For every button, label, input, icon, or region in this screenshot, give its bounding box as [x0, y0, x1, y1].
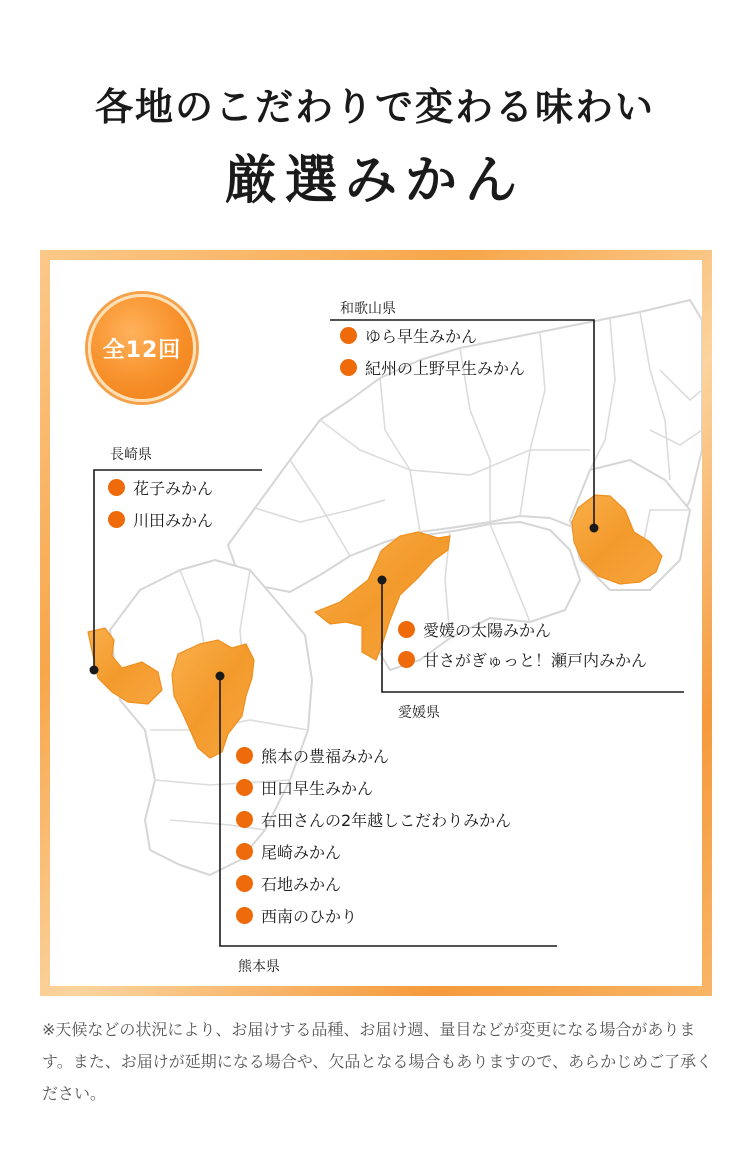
orange-dot-icon — [108, 479, 125, 496]
orange-dot-icon — [340, 327, 357, 344]
disclaimer-note: ※天候などの状況により、お届けする品種、お届け週、量目などが変更になる場合があります。また、お届けが延期になる場合や、欠品となる場合もありますので、あらかじめご了承ください。 — [42, 1020, 713, 1103]
variety-item: 紀州の上野早生みかん — [340, 356, 525, 379]
orange-dot-icon — [236, 907, 253, 924]
prefecture-label-ehime: 愛媛県 — [398, 705, 440, 721]
variety-item: ゆら早生みかん — [340, 324, 477, 347]
orange-dot-icon — [236, 779, 253, 796]
variety-item: 田口早生みかん — [236, 776, 373, 799]
orange-dot-icon — [340, 359, 357, 376]
prefecture-label-kumamoto: 熊本県 — [238, 959, 280, 975]
total-count-badge — [88, 294, 196, 402]
orange-dot-icon — [236, 747, 253, 764]
orange-dot-icon — [398, 621, 415, 638]
orange-dot-icon — [398, 651, 415, 668]
map-frame — [40, 250, 712, 996]
title-line-2: 厳選みかん — [224, 150, 525, 211]
variety-item: 尾崎みかん — [236, 840, 341, 863]
variety-item: 熊本の豊福みかん — [236, 744, 389, 767]
variety-item: 花子みかん — [108, 476, 213, 499]
badge-text: 全12回 — [102, 337, 182, 363]
title-line-1: 各地のこだわりで変わる味わい — [94, 84, 655, 129]
orange-dot-icon — [236, 811, 253, 828]
orange-dot-icon — [236, 875, 253, 892]
variety-item: 甘さがぎゅっと！瀬戸内みかん — [398, 648, 647, 671]
orange-dot-icon — [236, 843, 253, 860]
variety-item: 石地みかん — [236, 872, 341, 895]
prefecture-label-wakayama: 和歌山県 — [340, 301, 396, 317]
variety-item: 川田みかん — [108, 508, 213, 531]
variety-item: 西南のひかり — [236, 904, 357, 927]
prefecture-label-nagasaki: 長崎県 — [110, 447, 152, 463]
variety-item: 愛媛の太陽みかん — [398, 618, 551, 641]
orange-dot-icon — [108, 511, 125, 528]
title-area — [0, 0, 750, 240]
map-panel — [50, 260, 702, 986]
variety-item: 右田さんの2年越しこだわりみかん — [236, 808, 511, 831]
